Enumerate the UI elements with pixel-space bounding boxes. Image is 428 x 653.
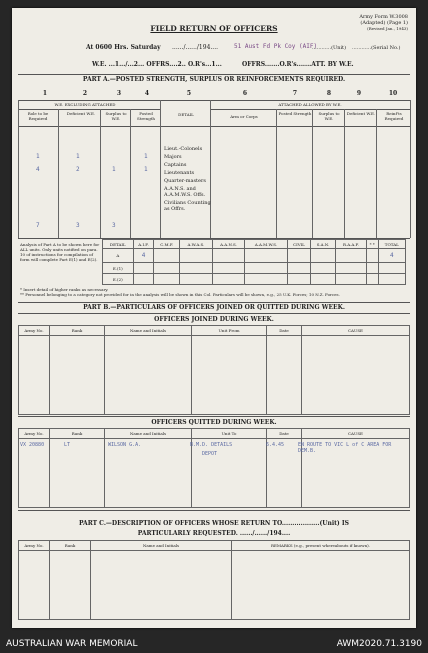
col-number-9: 9 <box>356 90 362 97</box>
analysis-row-e1: E.(1) <box>103 263 134 274</box>
footnote-2: ** Personnel belonging to a category not provided for in the analysis will be shown in this Col. Particulars will be shown, e.g., 25 U.K. Forces; 10 N.Z. Forces. <box>20 292 340 297</box>
hand-r2-c4: 1 <box>144 166 148 173</box>
analysis-col-total: TOTAL <box>378 240 405 249</box>
joined-col-army-no: Army No. <box>19 326 50 336</box>
quitted-col-cause: CAUSE <box>302 429 410 439</box>
quitted-col-rank: Rank <box>50 429 105 439</box>
analysis-col-san: S.A.N. <box>311 240 336 249</box>
quitted-unit-to: B.M.D. DETAILS <box>190 442 233 448</box>
quitted-name: WILSON G.A. <box>108 442 142 448</box>
unit-stamp: 51 Aust Fd Pk Coy (AIF) <box>234 43 318 50</box>
footer-accession: AWM2020.71.3190 <box>336 639 422 649</box>
subhead-att-surplus: Surplus to W.E. <box>318 111 340 121</box>
joined-col-date: Date <box>267 326 302 336</box>
analysis-col-awas: A.W.A.S. <box>180 240 213 249</box>
c-col-remarks: REMARKS (e.g., present whereabouts if known). <box>232 541 410 551</box>
footnote-1: * Insert detail of higher ranks as necessary. <box>20 287 109 292</box>
subhead-arm: Arm or Corps <box>230 114 258 119</box>
subhead-att-posted: Posted Strength <box>278 111 312 116</box>
part-b-title: PART B.—PARTICULARS OF OFFICERS JOINED OR QUITTED DURING WEEK. <box>83 304 345 311</box>
hand-r3-c2: 3 <box>76 222 80 229</box>
hand-r1-c1: 1 <box>36 153 40 160</box>
col-number-2: 2 <box>82 90 88 97</box>
subhead-role: Role to be Required <box>27 111 49 121</box>
joined-col-cause: CAUSE <box>302 326 410 336</box>
quitted-rank: LT <box>64 442 71 448</box>
quitted-col-name: Name and Initials <box>105 429 192 439</box>
form-number: Army Form W.3008 <box>359 14 408 20</box>
col-number-3: 3 <box>116 90 122 97</box>
col-number-8: 8 <box>326 90 332 97</box>
analysis-row-e2: E.(2) <box>103 274 134 285</box>
hand-r3-c3: 3 <box>112 222 116 229</box>
analysis-table <box>102 239 406 285</box>
subhead-posted: Posted Strength <box>137 111 155 121</box>
subhead-surplus: Surplus to W.E. <box>105 111 127 121</box>
col-number-4: 4 <box>144 90 150 97</box>
col-number-1: 1 <box>42 90 48 97</box>
group-we-excluding: W.E. EXCLUDING ATTACHED <box>54 102 116 107</box>
part-c-title-2: PARTICULARLY REQUESTED. ....../....../194.... <box>137 530 291 537</box>
quitted-unit-to-2: DEPOT <box>202 451 218 457</box>
col-number-6: 6 <box>242 90 248 97</box>
unit-suffix: ............(Unit) <box>312 45 347 51</box>
quitted-table <box>18 428 410 508</box>
analysis-col-aif: A.I.F. <box>133 240 154 249</box>
analysis-col-other: * * <box>367 240 378 249</box>
rank-captains: Captains <box>164 162 187 168</box>
hand-r1-c4: 1 <box>144 153 148 160</box>
group-attached: ATTACHED ALLOWED BY W.E. <box>278 102 342 107</box>
analysis-total-value: 4 <box>378 249 405 263</box>
date-field: ....../....../194.... <box>172 44 219 51</box>
quitted-col-date: Date <box>267 429 302 439</box>
c-col-name: Name and Initials <box>91 541 232 551</box>
serial-no: ............(Serial No.) <box>352 45 401 51</box>
c-col-army-no: Army No. <box>19 541 50 551</box>
hand-r2-c3: 1 <box>112 166 116 173</box>
part-c-title: PART C.—DESCRIPTION OF OFFICERS WHOSE RETURN TO..................(Unit) IS <box>78 520 349 527</box>
form-revised: (Revised Jan., 1943) <box>367 26 408 31</box>
joined-title: OFFICERS JOINED DURING WEEK. <box>154 316 274 323</box>
hand-r2-c1: 4 <box>36 166 40 173</box>
hand-r1-c2: 1 <box>76 153 80 160</box>
rank-civilians: Civilians Counting as Offrs. <box>164 200 211 212</box>
col-number-10: 10 <box>388 90 398 97</box>
col-number-7: 7 <box>292 90 298 97</box>
analysis-row-a: A <box>103 249 134 263</box>
quitted-col-unit-to: Unit To <box>192 429 267 439</box>
joined-table <box>18 325 410 415</box>
rank-lt-col: Lieut.-Colonels <box>164 146 203 152</box>
joined-col-name: Name and Initials <box>105 326 192 336</box>
subhead-reinf: Reinf'ts Required <box>384 111 404 121</box>
analysis-col-aans: A.A.N.S. <box>212 240 244 249</box>
quitted-date: 6.4.45 <box>266 442 285 448</box>
form-sheet <box>12 8 416 628</box>
part-a-title: PART A.—POSTED STRENGTH, SURPLUS OR REINFORCEMENTS REQUIRED. <box>82 76 346 83</box>
we-line: W.E. ...1.../...2... OFFRS....2.. O.R's...1... <box>92 61 222 68</box>
rank-aans: A.A.N.S. and A.A.M.W.S. Offs. <box>164 186 206 198</box>
rank-lieutenants: Lieutenants <box>164 170 195 176</box>
analysis-col-civil: CIVIL <box>287 240 310 249</box>
analysis-col-cmf: C.M.F. <box>154 240 180 249</box>
archive-footer <box>0 636 428 653</box>
quitted-army-no: VX 20880 <box>20 442 45 448</box>
rank-list <box>164 146 212 212</box>
offrs-line: OFFRS.......O.R's.......ATT. BY W.E. <box>242 61 354 68</box>
footer-institution: AUSTRALIAN WAR MEMORIAL <box>6 639 138 649</box>
quitted-title: OFFICERS QUITTED DURING WEEK. <box>151 419 277 426</box>
quitted-cause: EN ROUTE TO VIC L of C AREA FOR DEM.B. <box>298 442 392 454</box>
rank-majors: Majors <box>164 154 182 160</box>
quitted-col-army-no: Army No. <box>19 429 50 439</box>
col-number-5: 5 <box>186 90 192 97</box>
time-line-prefix: At 0600 Hrs. Saturday <box>86 44 161 51</box>
subhead-att-deficient: Deficient W.E. <box>346 111 376 116</box>
joined-col-unit-from: Unit From <box>192 326 267 336</box>
hand-r3-c1: 7 <box>36 222 40 229</box>
joined-col-rank: Rank <box>50 326 105 336</box>
form-adapted: (Adapted) (Page 1) <box>360 20 408 26</box>
form-title: FIELD RETURN OF OFFICERS <box>150 24 278 33</box>
analysis-col-detail: DETAIL <box>103 240 134 249</box>
hand-r2-c2: 2 <box>76 166 80 173</box>
analysis-note: Analysis of Part A to be shown here for ALL units. Only units notified on para. 10 of instructions for compilation of form will complete Part E(1) and E(2). <box>20 242 100 262</box>
subhead-deficient: Deficient W.E. <box>66 111 96 116</box>
c-col-rank: Rank <box>50 541 91 551</box>
part-c-table <box>18 540 410 620</box>
rank-qm: Quarter-masters <box>164 178 206 184</box>
analysis-col-aamws: A.A.M.W.S. <box>245 240 288 249</box>
analysis-col-raaf: R.A.A.F. <box>335 240 366 249</box>
detail-header: DETAIL <box>178 112 194 117</box>
analysis-aif-value: 4 <box>133 249 154 263</box>
